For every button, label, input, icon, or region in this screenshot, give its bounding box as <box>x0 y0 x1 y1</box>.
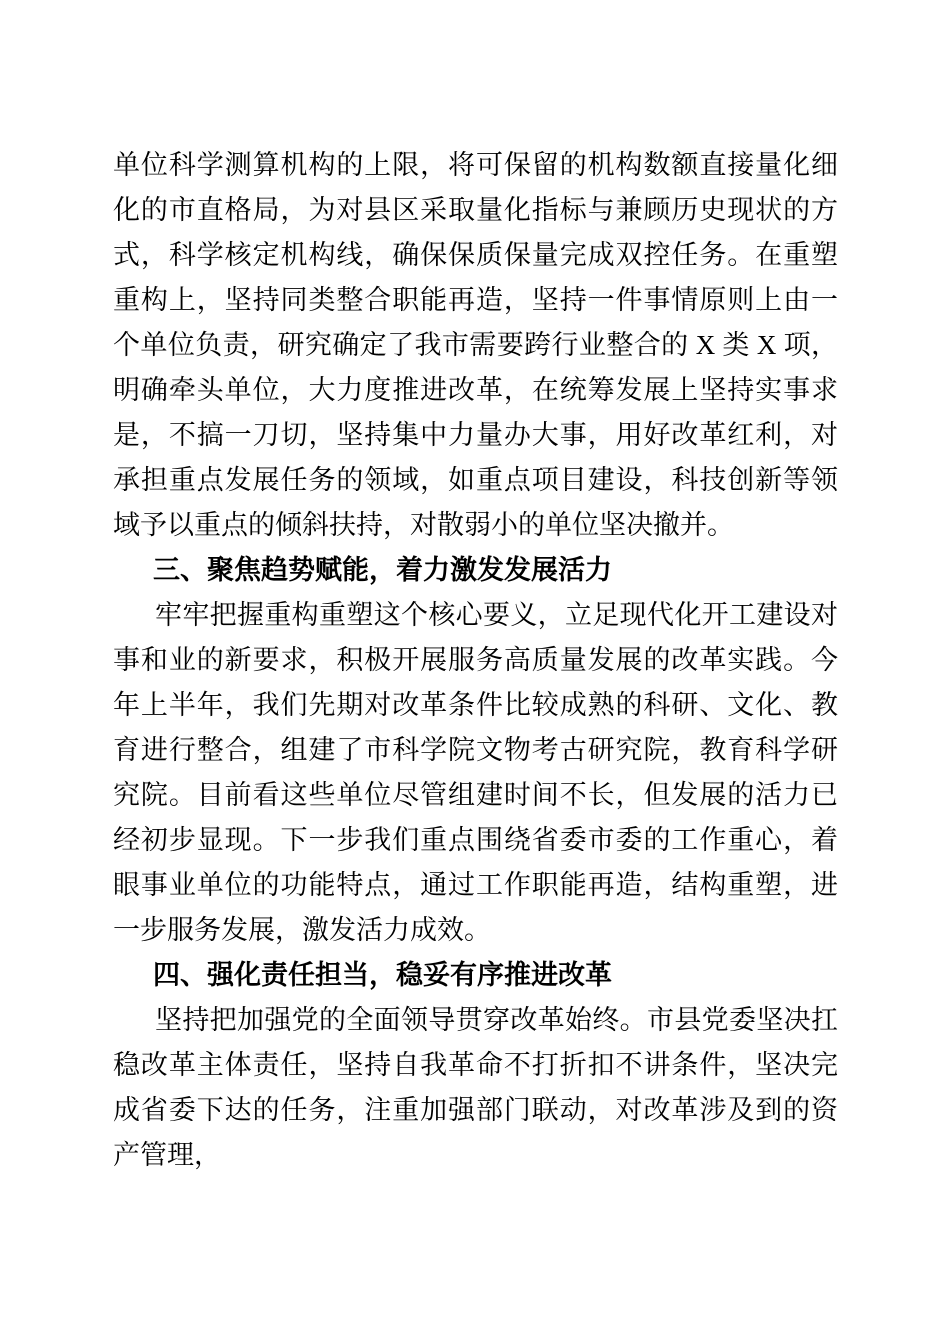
section-heading-3: 三、聚焦趋势赋能，着力激发发展活力 <box>153 555 612 585</box>
section-heading-4: 四、强化责任担当，稳妥有序推进改革 <box>153 960 612 990</box>
body-paragraph-section-4: 坚持把加强党的全面领导贯穿改革始终。市县党委坚决扛稳改革主体责任，坚持自我革命不打折扣不讲条件，坚决完成省委下达的任务，注重加强部门联动，对改革涉及到的资产管理， <box>113 1005 838 1170</box>
body-paragraph-continuation: 单位科学测算机构的上限，将可保留的机构数额直接量化细化的市直格局，为对县区采取量化指标与兼顾历史现状的方式，科学核定机构线，确保保质保量完成双控任务。在重塑重构上，坚持同类整合职能再造，坚持一件事情原则上由一个单位负责，研究确定了我市需要跨行业整合的 X 类 X 项，明确牵头单位，大力度推进改革，在统筹发展上坚持实事求是，不搞一刀切，坚持集中力量办大事，用好改革红利，对承担重点发展任务的领域，如重点项目建设，科技创新等领域予以重点的倾斜扶持，对散弱小的单位坚决撤并。 <box>113 150 838 540</box>
body-paragraph-section-3: 牢牢把握重构重塑这个核心要义，立足现代化开工建设对事和业的新要求，积极开展服务高质量发展的改革实践。今年上半年，我们先期对改革条件比较成熟的科研、文化、教育进行整合，组建了市科学院文物考古研究院，教育科学研究院。目前看这些单位尽管组建时间不长，但发展的活力已经初步显现。下一步我们重点围绕省委市委的工作重心，着眼事业单位的功能特点，通过工作职能再造，结构重塑，进一步服务发展，激发活力成效。 <box>113 600 838 945</box>
